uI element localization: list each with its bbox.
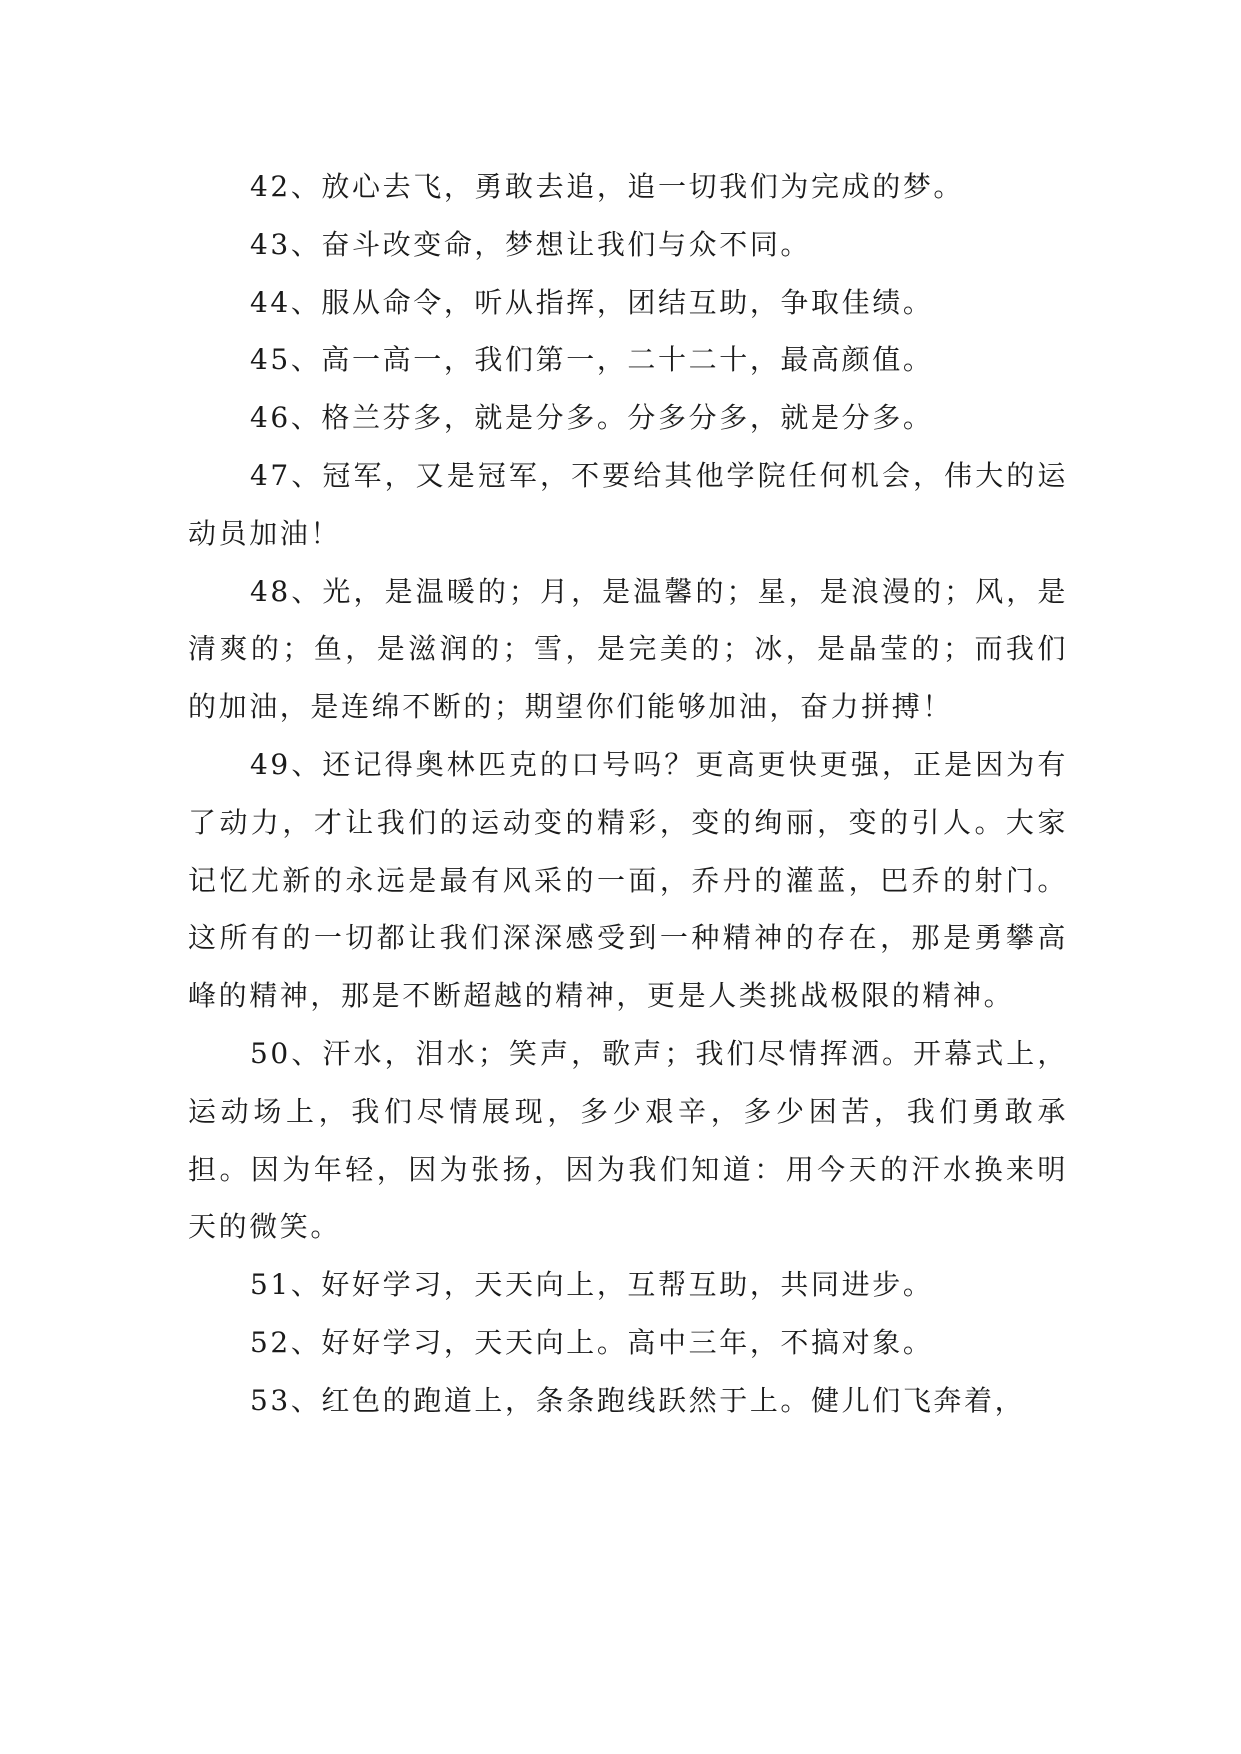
paragraph-42: 42、放心去飞，勇敢去追，追一切我们为完成的梦。	[250, 170, 965, 203]
paragraph-49: 49、还记得奥林匹克的口号吗？更高更快更强，正是因为有了动力，才让我们的运动变的精彩，变的绚丽，变的引人。大家记忆尤新的永远是最有风采的一面，乔丹的灌蓝，巴乔的射门。这所有的一切都让我们深深感受到一种精神的存在，那是勇攀高峰的精神，那是不断超越的精神，更是人类挑战极限的精神。	[188, 747, 1068, 1013]
paragraph-46: 46、格兰芬多，就是分多。分多分多，就是分多。	[250, 401, 934, 435]
paragraph-51: 51、好好学习，天天向上，互帮互助，共同进步。	[250, 1268, 934, 1302]
paragraph-47: 47、冠军，又是冠军，不要给其他学院任何机会，伟大的运动员加油！	[188, 458, 1068, 550]
paragraph-52: 52、好好学习，天天向上。高中三年，不搞对象。	[250, 1325, 934, 1359]
document-body	[188, 158, 1068, 1430]
paragraph-44: 44、服从命令，听从指挥，团结互助，争取佳绩。	[250, 285, 934, 319]
paragraph-53: 53、红色的跑道上，条条跑线跃然于上。健儿们飞奔着，	[250, 1383, 1026, 1417]
paragraph-50: 50、汗水，泪水；笑声，歌声；我们尽情挥洒。开幕式上，运动场上，我们尽情展现，多少艰辛，多少困苦，我们勇敢承担。因为年轻，因为张扬，因为我们知道：用今天的汗水换来明天的微笑。	[188, 1036, 1068, 1244]
paragraph-48: 48、光，是温暖的；月，是温馨的；星，是浪漫的；风，是清爽的；鱼，是滋润的；雪，是完美的；冰，是晶莹的；而我们的加油，是连绵不断的；期望你们能够加油，奋力拼搏！	[188, 574, 1068, 724]
paragraph-43: 43、奋斗改变命，梦想让我们与众不同。	[250, 227, 812, 261]
paragraph-45: 45、高一高一，我们第一，二十二十，最高颜值。	[250, 343, 934, 377]
